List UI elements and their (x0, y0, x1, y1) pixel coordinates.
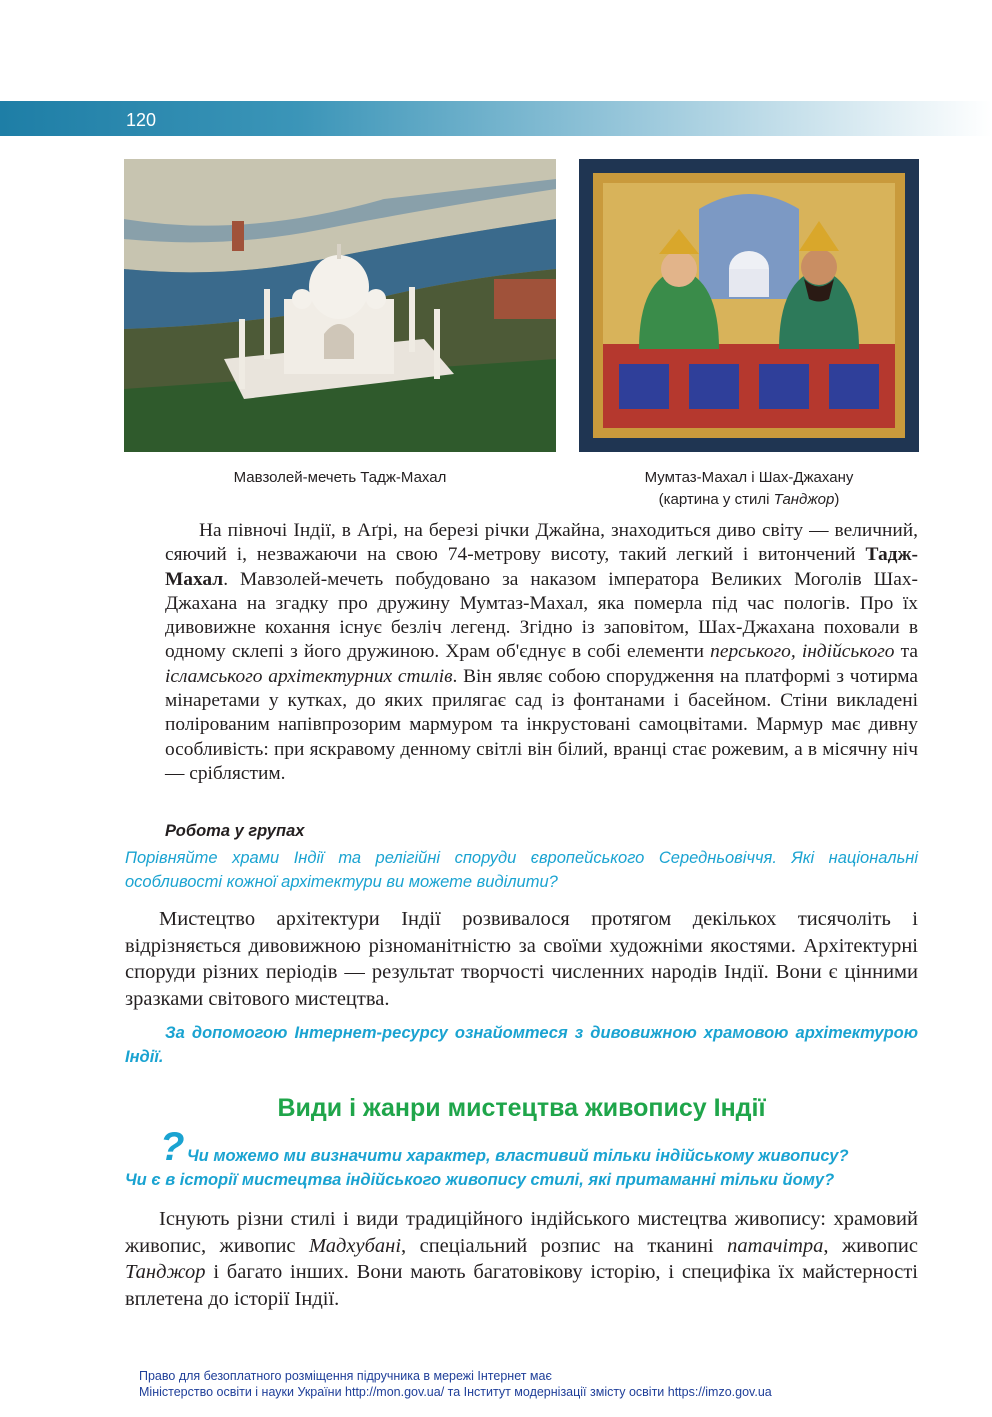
text-run: . Мавзолей-мечеть побудовано за наказом імператора Великих Моголів Шах-Джахана на згадку про дружину Мумтаз-Махал, яка померла під час пологів. Про їх дивовижне кохання існує безліч легенд. Згідно із заповітом, Шах-Джахана поховали в одному склепі з його дружиною. Храм об'єднує в собі елементи (165, 568, 918, 663)
bold-term: Тадж-Махал (165, 544, 918, 590)
question-text (125, 1144, 918, 1192)
figure-caption-taj-mahal (124, 467, 556, 489)
section-title: Види і жанри мистецтва живопису Індії (277, 1094, 766, 1122)
footer-line2: Міністерство освіти і науки України http://mon.gov.ua/ та Інститут модернізації змісту освіти https://imzo.gov.ua (139, 1384, 772, 1399)
page-number: 120 (126, 110, 157, 130)
footer-license (139, 1369, 772, 1400)
text-run: та (894, 641, 918, 663)
paragraph-taj-mahal (165, 519, 918, 786)
text-run: Існують різни стилі і види традиційного індійського мистецтва живопису: храмовий живопис, живопис (125, 1208, 918, 1257)
figure-caption-painting (579, 467, 919, 511)
internet-task-text: За допомогою Інтернет-ресурсу ознайомтеся з дивовижною храмовою архітектурою Індії. (125, 1024, 918, 1066)
group-task-text: Порівняйте храми Індії та релігійні споруди європейського Середньовіччя. Які національні особливості кожної архітектури ви можете виділити? (125, 849, 918, 891)
paragraph-architecture: Мистецтво архітектури Індії розвивалося протягом декількох тисячоліть і відрізняється дивовижною різноманітністю за своїми художніми якостями. Архітектурні споруди різних періодів — результат творчості численних народів Індії. Вони є цінними зразками світового мистецтва. (125, 908, 918, 1010)
question-line1: Чи можемо ми визначити характер, властивий тільки індійському живопису? (187, 1147, 849, 1165)
group-task-title: Робота у групах (165, 822, 305, 840)
text-run: , спеціальний розпис на тканині (401, 1234, 728, 1257)
paragraph-painting-styles (125, 1206, 918, 1312)
text-run: . Він являє собою спорудження на платформі з чотирма мінаретами у кутках, до яких прилягає сад із фонтанами і басейном. Стіни викладені полірованим напівпрозорим мармуром та інкрустовані самоцвітами. Мармур має дивну особливість: при яскравому денному світлі він білий, вранці стає рожевим, а в місячну ніч — сріблястим. (165, 665, 918, 784)
caption-text-line2-suffix: ) (834, 491, 840, 508)
caption-text-line2-prefix: (картина у стилі (658, 491, 774, 508)
italic-term: перського, індійського (710, 641, 895, 663)
question-line2: Чи є в історії мистецтва індійського живопису стилі, які притаманні тільки йому? (125, 1171, 835, 1189)
italic-term: патачітра (727, 1234, 824, 1257)
tanjore-painting-photo (579, 159, 919, 452)
text-run: На півночі Індії, в Аґрі, на березі річки Джайна, знаходиться диво світу — величний, сяючий і, незважаючи на свою 74-метрову висоту, такий легкий і витончений (165, 520, 918, 566)
text-run: , живопис (823, 1234, 918, 1257)
text-run: і багато інших. Вони мають багатовікову історію, і специфіка їх майстерності вплетена до історії Індії. (125, 1261, 918, 1310)
footer-line1: Право для безоплатного розміщення підручника в мережі Інтернет має (139, 1369, 552, 1383)
caption-text-line2-italic: Танджор (773, 491, 835, 508)
question-mark-icon: ? (160, 1125, 185, 1169)
caption-text-line1: Мумтаз-Махал і Шах-Джахану (644, 469, 854, 486)
caption-text: Мавзолей-мечеть Тадж-Махал (233, 469, 447, 486)
taj-mahal-photo (124, 159, 556, 452)
italic-term: Мадхубані (308, 1234, 402, 1257)
italic-term: Танджор (125, 1261, 206, 1283)
italic-term: ісламського архітектурних стилів (165, 665, 453, 687)
